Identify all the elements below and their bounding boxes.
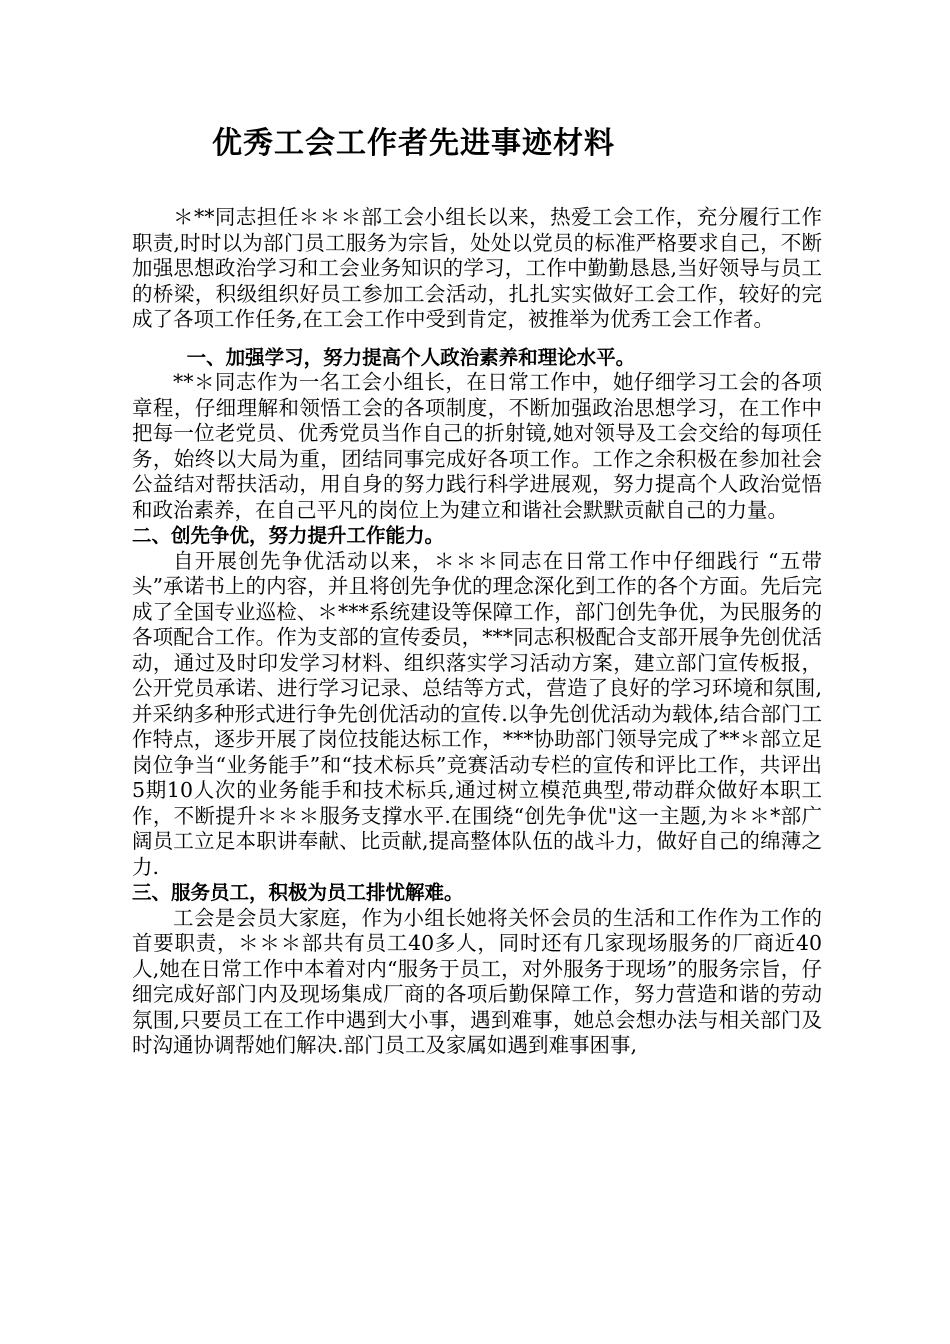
section-1-heading: 一、加强学习，努力提高个人政治素养和理论水平。	[186, 345, 636, 369]
section-1-paragraph: **＊同志作为一名工会小组长，在日常工作中，她仔细学习工会的各项章程，仔细理解和领悟工会的各项制度，不断加强政治思想学习，在工作中把每一位老党员、优秀党员当作自己的折射镜,她对领导及工会交给的每项任务，始终以大局为重，团结同事完成好各项工作。工作之余积极在参加社会公益结对帮扶活动，用自身的努力践行科学进展观，努力提高个人政治觉悟和政治素养，在自己平凡的岗位上为建立和谐社会默默贡献自己的力量。	[132, 370, 822, 522]
section-2-paragraph: 自开展创先争优活动以来，＊＊＊同志在日常工作中仔细践行 “五带头”承诺书上的内容，并且将创先争优的理念深化到工作的各个方面。先后完成了全国专业巡检、＊***系统建设等保障工作，部门创先争优，为民服务的各项配合工作。作为支部的宣传委员，***同志积极配合支部开展争先创优活动，通过及时印发学习材料、组织落实学习活动方案，建立部门宣传板报，公开党员承诺、进行学习记录、总结等方式，营造了良好的学习环境和氛围,并采纳多种形式进行争先创优活动的宣传.以争先创优活动为载体,结合部门工作特点，逐步开展了岗位技能达标工作，***协助部门领导完成了**＊部立足岗位争当“业务能手”和“技术标兵”竞赛活动专栏的宣传和评比工作，共评出5期10人次的业务能手和技术标兵,通过树立模范典型,带动群众做好本职工作，不断提升＊＊＊服务支撑水平.在围绕“创先争优"这一主题,为＊＊*部广阔员工立足本职讲奉献、比贡献,提高整体队伍的战斗力，做好自己的绵薄之力.	[132, 548, 822, 879]
intro-paragraph: ＊**同志担任＊＊＊部工会小组长以来，热爱工会工作，充分履行工作职责,时时以为部门员工服务为宗旨，处处以党员的标准严格要求自己，不断加强思想政治学习和工会业务知识的学习，工作中勤勤恳恳,当好领导与员工的桥梁，积级组织好员工参加工会活动，扎扎实实做好工会工作，较好的完成了各项工作任务,在工会工作中受到肯定，被推举为优秀工会工作者。	[132, 205, 822, 331]
document-body	[132, 205, 822, 1059]
section-3-paragraph: 工会是会员大家庭，作为小组长她将关怀会员的生活和工作作为工作的首要职责，＊＊＊部共有员工40多人，同时还有几家现场服务的厂商近40人,她在日常工作中本着对内“服务于员工，对外服务于现场”的服务宗旨，仔细完成好部门内及现场集成厂商的各项后勤保障工作，努力营造和谐的劳动氛围,只要员工在工作中遇到大小事，遇到难事，她总会想办法与相关部门及时沟通协调帮她们解决.部门员工及家属如遇到难事困事,	[132, 905, 822, 1057]
section-3-heading: 三、服务员工，积极为员工排忧解难。	[132, 881, 464, 904]
document-title: 优秀工会工作者先进事迹材料	[212, 126, 615, 161]
section-2-heading: 二、创先争优，努力提升工作能力。	[132, 524, 445, 547]
